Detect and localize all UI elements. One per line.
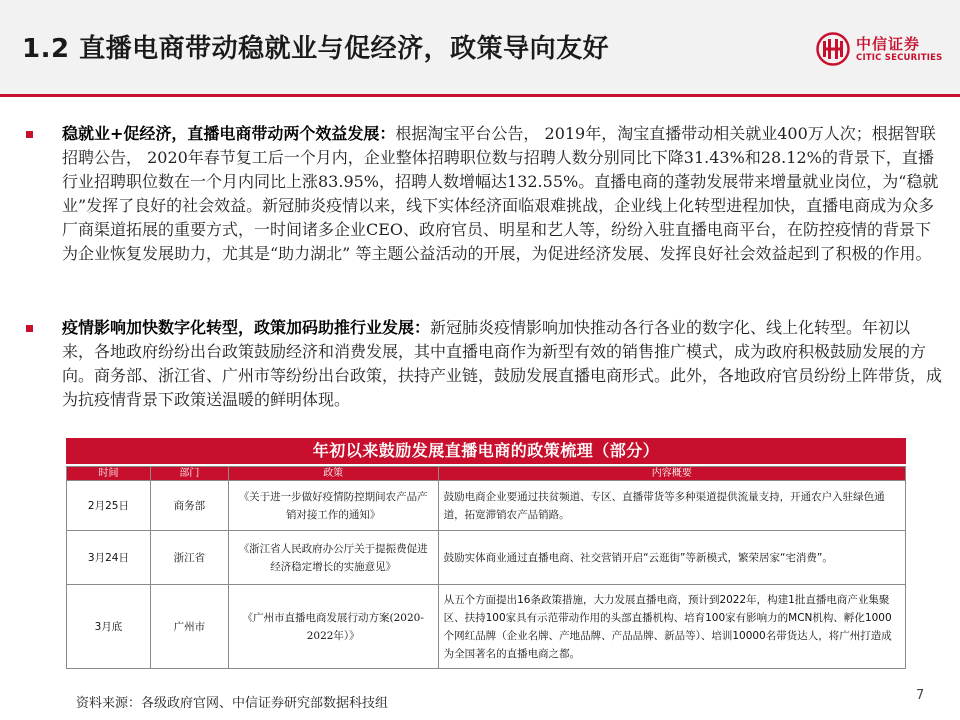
cell-date: 3月24日	[67, 531, 151, 585]
bullet-body-2: 新冠肺炎疫情影响加快推动各行各业的数字化、线上化转型。年初以来，各地政府纷纷出台政策鼓励经济和消费发展，其中直播电商作为新型有效的销售推广模式，成为政府积极鼓励发展的方向。商务部、浙江省、广州市等纷纷出台政策，扶持产业链，鼓励发展直播电商形式。此外，各地政府官员纷纷上阵带货，成为抗疫情背景下政策送温暖的鲜明体现。	[62, 318, 943, 409]
cell-summary: 鼓励实体商业通过直播电商、社交营销开启“云逛街”等新模式，繁荣居家“宅消费”。	[438, 531, 905, 585]
logo-text-en: CITIC SECURITIES	[856, 53, 943, 63]
col-header-summary: 内容概要	[438, 467, 905, 481]
table-row	[67, 585, 906, 669]
page-title: 1.2 直播电商带动稳就业与促经济，政策导向友好	[22, 34, 610, 64]
cell-date: 3月底	[67, 585, 151, 669]
bullet-body-1: 根据淘宝平台公告， 2019年，淘宝直播带动相关就业400万人次；根据智联招聘公告， 2020年春节复工后一个月内，企业整体招聘职位数与招聘人数分别同比下降31.43%和28.12%的背景下，直播行业招聘职位数在一个月内同比上涨83.95%，招聘人数增幅达132.55%。直播电商的蓬勃发展带来增量就业岗位，为“稳就业”发挥了良好的社会效益。新冠肺炎疫情以来，线下实体经济面临艰难挑战，企业线上化转型进程加快，直播电商成为众多厂商渠道拓展的重要方式，一时间诸多企业CEO、政府官员、明星和艺人等，纷纷入驻直播电商平台，在防控疫情的背景下为企业恢复发展助力，尤其是“助力湖北” 等主题公益活动的开展，为促进经济发展、发挥良好社会效益起到了积极的作用。	[62, 124, 939, 263]
cell-policy: 《广州市直播电商发展行动方案(2020-2022年）》	[228, 585, 438, 669]
cell-date: 2月25日	[67, 481, 151, 531]
cell-dept: 商务部	[150, 481, 228, 531]
cell-dept: 浙江省	[150, 531, 228, 585]
source-note: 资料来源：各级政府官网、中信证券研究部数据科技组	[76, 696, 389, 711]
header-divider	[0, 94, 960, 97]
page-number: 7	[916, 688, 925, 703]
cell-policy: 《浙江省人民政府办公厅关于提振费促进经济稳定增长的实施意见》	[228, 531, 438, 585]
bullet-marker-2	[26, 325, 33, 332]
bullet-heading-1: 稳就业+促经济，直播电商带动两个效益发展：	[62, 124, 396, 143]
cell-policy: 《关于进一步做好疫情防控期间农产品产销对接工作的通知》	[228, 481, 438, 531]
cell-summary: 从五个方面提出16条政策措施，大力发展直播电商，预计到2022年，构建1批直播电商产业集聚区、扶持100家具有示范带动作用的头部直播机构、培育100家有影响力的MCN机构、孵化1000个网红品牌（企业名牌、产地品牌、产品品牌、新品等）、培训10000名带货达人，将广州打造成为全国著名的直播电商之都。	[438, 585, 905, 669]
table-header-row	[67, 467, 906, 481]
cell-summary: 鼓励电商企业要通过扶贫频道、专区、直播带货等多种渠道提供流量支持，开通农户入驻绿色通道，拓宽滞销农产品销路。	[438, 481, 905, 531]
col-header-date: 时间	[67, 467, 151, 481]
col-header-dept: 部门	[150, 467, 228, 481]
table-row	[67, 531, 906, 585]
logo-text-cn: 中信证券	[856, 35, 921, 53]
table-title: 年初以来鼓励发展直播电商的政策梳理（部分）	[66, 438, 906, 464]
bullet-marker-1	[26, 131, 33, 138]
citic-logo-icon	[816, 32, 850, 66]
cell-dept: 广州市	[150, 585, 228, 669]
slide-header	[0, 0, 960, 94]
policy-table	[66, 466, 906, 669]
table-row	[67, 481, 906, 531]
col-header-policy: 政策	[228, 467, 438, 481]
bullet-heading-2: 疫情影响加快数字化转型，政策加码助推行业发展：	[62, 318, 431, 337]
company-logo	[816, 32, 946, 66]
bullet-paragraph-1	[62, 122, 942, 266]
bullet-paragraph-2	[62, 316, 942, 412]
